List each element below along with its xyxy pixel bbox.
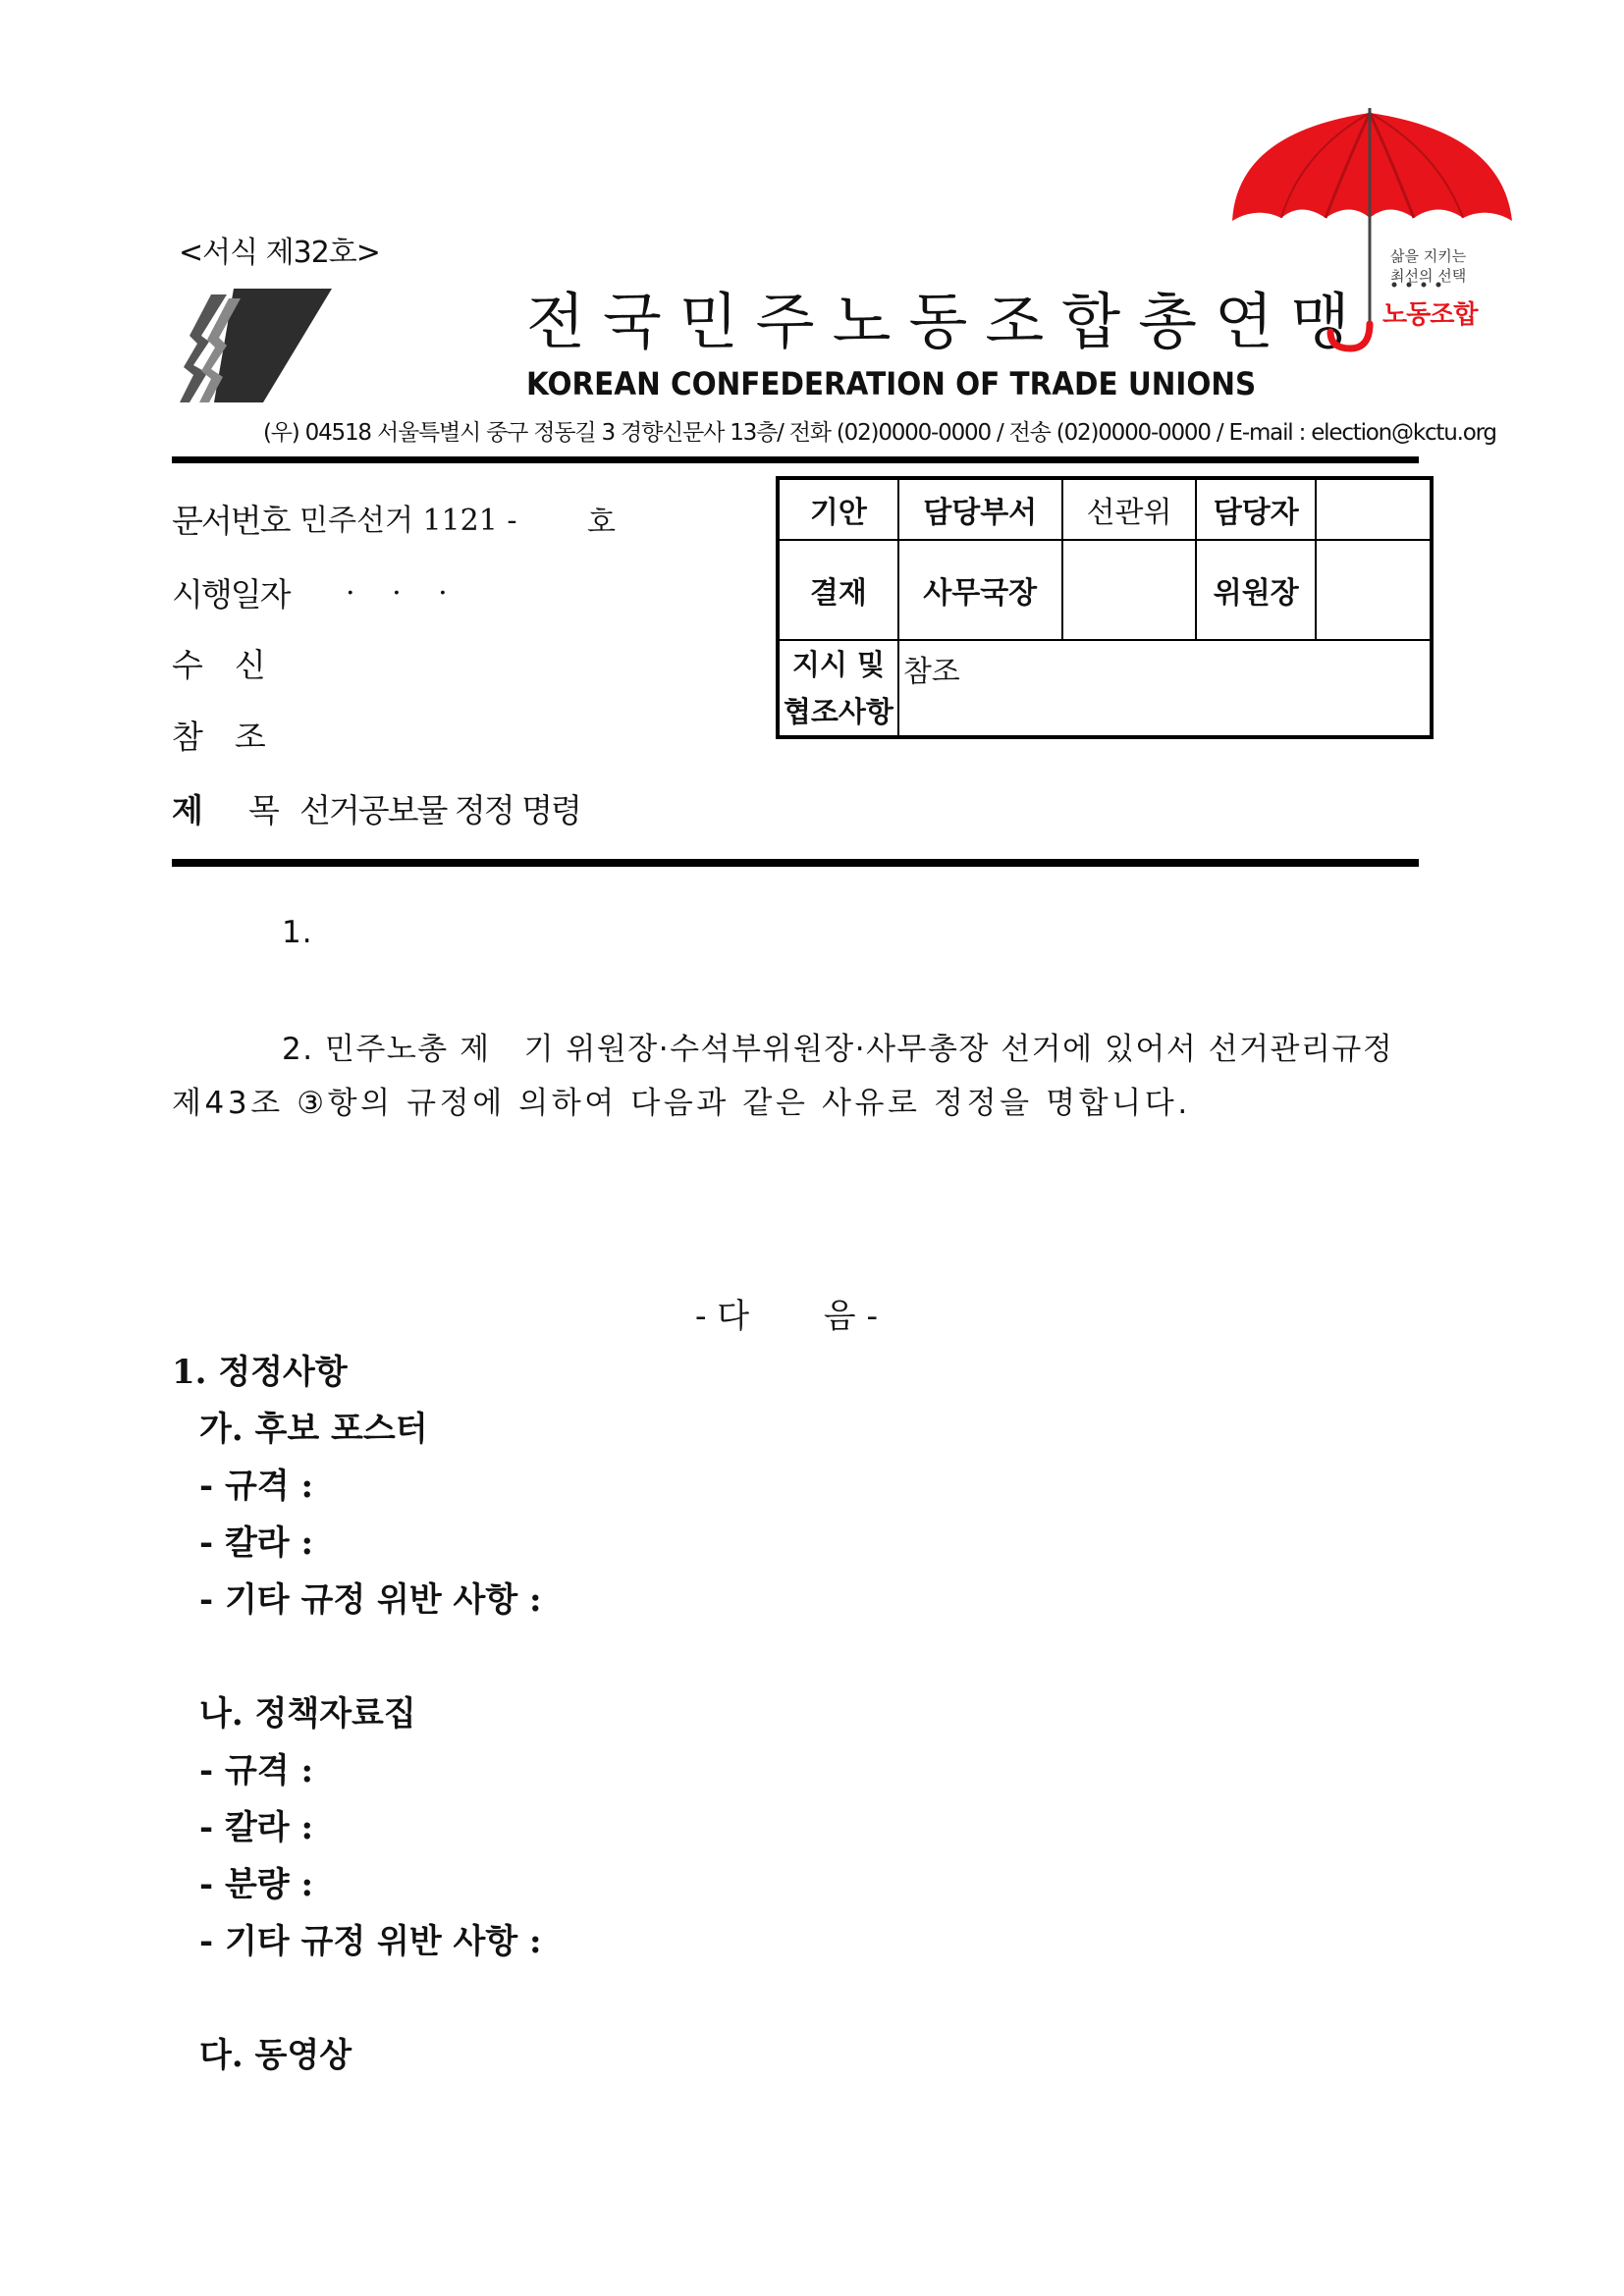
section-na-volume: - 분량 : <box>199 1865 314 1904</box>
section-da-title: 다. 동영상 <box>199 2036 352 2075</box>
draft-cell: 기안 <box>778 478 898 540</box>
person-label-cell: 담당자 <box>1196 478 1316 540</box>
section-ga-other: - 기타 규정 위반 사항 : <box>199 1580 542 1620</box>
instructions-reference: 참조 <box>902 655 960 689</box>
org-name-english: KOREAN CONFEDERATION OF TRADE UNIONS <box>526 365 1257 402</box>
instructions-label-line2: 협조사항 <box>783 695 893 728</box>
secretary-cell: 사무국장 <box>898 540 1062 640</box>
chairman-cell: 위원장 <box>1196 540 1316 640</box>
subject-value: 선거공보물 정정 명령 <box>299 791 580 829</box>
approval-table <box>776 476 1434 739</box>
org-name-korean: 전국민주노동조합총연맹 <box>526 286 1368 357</box>
kctu-logo-icon <box>180 287 332 402</box>
date-value: . . . <box>346 567 461 602</box>
form-number: <서식 제32호> <box>179 236 380 270</box>
umbrella-brand: 노동조합 <box>1382 300 1478 330</box>
instructions-label-line1: 지시 및 <box>791 648 885 681</box>
section-1-title: 1. 정정사항 <box>172 1353 348 1392</box>
instructions-content-cell[interactable] <box>898 640 1432 737</box>
meta-rule <box>172 859 1419 867</box>
body-item-2-line1: 2. 민주노총 제 기 위원장·수석부위원장·사무총장 선거에 있어서 선거관리규정 <box>282 1032 1394 1067</box>
dept-value-cell: 선관위 <box>1062 478 1197 540</box>
header-rule <box>172 456 1419 463</box>
umbrella-slogan-line1: 삶을 지키는 <box>1390 247 1467 265</box>
subject-label-1: 제 <box>172 791 201 829</box>
contact-address: (우) 04518 서울특별시 중구 정동길 3 경향신문사 13층/ 전화 (02)0000-0000 / 전송 (02)0000-0000 / E-mail : election@kctu.org <box>263 420 1496 446</box>
section-na-color: - 칼라 : <box>199 1808 314 1847</box>
doc-number-value: 민주선거 1121 - <box>299 504 517 538</box>
recipient-label: 수 신 <box>172 646 264 684</box>
chairman-sign-cell[interactable] <box>1316 540 1432 640</box>
body-item-1: 1. <box>282 915 313 950</box>
approve-cell: 결재 <box>778 540 898 640</box>
doc-number-suffix: 호 <box>587 506 616 540</box>
umbrella-slogan-line2: 최선의 선택 <box>1390 267 1467 285</box>
section-na-spec: - 규격 : <box>199 1751 314 1790</box>
section-ga-spec: - 규격 : <box>199 1467 314 1506</box>
subject-label-2: 목 <box>248 791 278 829</box>
instructions-label-cell <box>778 640 898 737</box>
section-na-other: - 기타 규정 위반 사항 : <box>199 1922 542 1961</box>
doc-number-label: 문서번호 <box>172 502 290 540</box>
reference-label: 참 조 <box>172 718 264 756</box>
section-ga-title: 가. 후보 포스터 <box>199 1410 428 1449</box>
secretary-sign-cell[interactable] <box>1062 540 1197 640</box>
section-na-title: 나. 정책자료집 <box>199 1694 416 1734</box>
date-label: 시행일자 <box>172 575 290 614</box>
notice-heading: - 다 음 - <box>695 1297 878 1336</box>
body-item-2-line2: 제43조 ③항의 규정에 의하여 다음과 같은 사유로 정정을 명합니다. <box>172 1086 1191 1121</box>
person-sign-cell[interactable] <box>1316 478 1432 540</box>
dept-label-cell: 담당부서 <box>898 478 1062 540</box>
section-ga-color: - 칼라 : <box>199 1523 314 1563</box>
